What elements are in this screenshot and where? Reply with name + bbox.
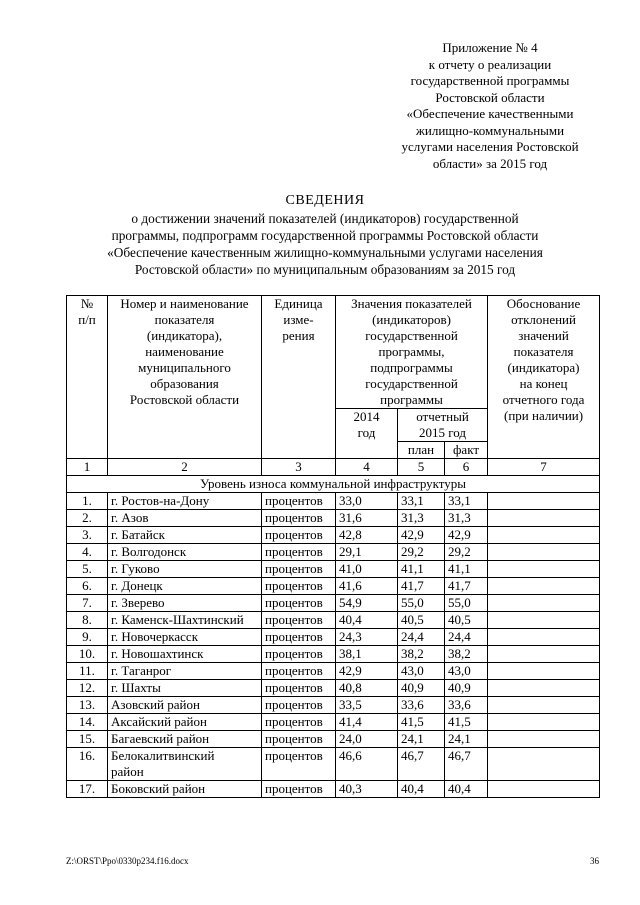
table-row (67, 510, 600, 527)
value-plan: 46,7 (398, 748, 445, 781)
value-plan: 40,9 (398, 680, 445, 697)
municipality-name: г. Новочеркасск (108, 629, 262, 646)
header-line: государственной (365, 376, 458, 391)
header-unit (262, 296, 336, 459)
header-line: (при наличии) (504, 408, 584, 423)
justification-cell (488, 544, 600, 561)
header-line: значений (518, 328, 569, 343)
justification-cell (488, 714, 600, 731)
row-number: 1. (67, 493, 108, 510)
header-line: показателя (513, 344, 574, 359)
municipality-name: Багаевский район (108, 731, 262, 748)
header-line: отчетного года (502, 392, 585, 407)
value-2014: 29,1 (336, 544, 398, 561)
justification-cell (488, 578, 600, 595)
justification-cell (488, 748, 600, 781)
justification-cell (488, 561, 600, 578)
value-2014: 41,0 (336, 561, 398, 578)
header-line: государственной (365, 328, 458, 343)
header-line: (индикатора) (507, 360, 580, 375)
row-number: 7. (67, 595, 108, 612)
value-plan: 24,4 (398, 629, 445, 646)
justification-cell (488, 781, 600, 798)
header-line: муниципального (138, 360, 231, 375)
unit-cell: процентов (262, 697, 336, 714)
value-plan: 24,1 (398, 731, 445, 748)
document-heading (60, 192, 590, 278)
appendix-line: «Обеспечение качественными (406, 106, 574, 121)
municipality-name: Аксайский район (108, 714, 262, 731)
value-fact: 24,1 (445, 731, 488, 748)
column-number: 1 (67, 459, 108, 476)
header-line: отчетный (416, 409, 469, 424)
table-row (67, 748, 600, 781)
table-row (67, 612, 600, 629)
header-line: Ростовской области (129, 392, 240, 407)
header-line: Единица (274, 296, 323, 311)
municipality-name: г. Новошахтинск (108, 646, 262, 663)
value-2014: 40,3 (336, 781, 398, 798)
municipality-name: Боковский район (108, 781, 262, 798)
table-row (67, 714, 600, 731)
justification-cell (488, 493, 600, 510)
unit-cell: процентов (262, 731, 336, 748)
page-footer (66, 856, 599, 866)
unit-cell: процентов (262, 629, 336, 646)
header-line: изме- (283, 312, 314, 327)
appendix-line: услугами населения Ростовской (401, 139, 579, 154)
municipality-name: г. Азов (108, 510, 262, 527)
header-plan: план (398, 442, 445, 459)
header-indicator-name (108, 296, 262, 459)
municipality-name: г. Зверево (108, 595, 262, 612)
row-number: 10. (67, 646, 108, 663)
value-2014: 33,5 (336, 697, 398, 714)
justification-cell (488, 527, 600, 544)
value-2014: 24,3 (336, 629, 398, 646)
justification-cell (488, 646, 600, 663)
justification-cell (488, 595, 600, 612)
justification-cell (488, 663, 600, 680)
municipality-name: г. Каменск-Шахтинский (108, 612, 262, 629)
row-number: 15. (67, 731, 108, 748)
municipality-name: г. Таганрог (108, 663, 262, 680)
value-fact: 29,2 (445, 544, 488, 561)
row-number: 17. (67, 781, 108, 798)
column-number: 2 (108, 459, 262, 476)
header-line: показателя (154, 312, 215, 327)
value-fact: 46,7 (445, 748, 488, 781)
value-2014: 42,8 (336, 527, 398, 544)
value-2014: 31,6 (336, 510, 398, 527)
header-line: Номер и наименование (120, 296, 249, 311)
page-number: 36 (590, 856, 599, 866)
value-fact: 33,1 (445, 493, 488, 510)
header-line: № (80, 296, 94, 311)
header-line: отклонений (511, 312, 576, 327)
column-numbers-row (67, 459, 600, 476)
header-line: Значения показателей (351, 296, 472, 311)
value-plan: 41,7 (398, 578, 445, 595)
appendix-line: к отчету о реализации (428, 56, 552, 72)
header-number (67, 296, 108, 459)
municipality-name: г. Донецк (108, 578, 262, 595)
heading-line: программы, подпрограмм государственной программы Ростовской области (111, 228, 539, 243)
justification-cell (488, 731, 600, 748)
value-2014: 24,0 (336, 731, 398, 748)
appendix-line: жилищно-коммунальными (415, 122, 565, 138)
unit-cell: процентов (262, 493, 336, 510)
row-number: 14. (67, 714, 108, 731)
justification-cell (488, 629, 600, 646)
value-plan: 55,0 (398, 595, 445, 612)
value-fact: 40,9 (445, 680, 488, 697)
row-number: 9. (67, 629, 108, 646)
header-line: наименование (145, 344, 224, 359)
header-line: п/п (78, 312, 96, 327)
justification-cell (488, 612, 600, 629)
header-line: 2015 год (419, 425, 467, 440)
municipality-name: Белокалитвинский район (108, 748, 262, 781)
header-year-2014 (336, 409, 398, 459)
table-row (67, 595, 600, 612)
row-number: 11. (67, 663, 108, 680)
appendix-line: государственной программы (410, 73, 570, 88)
unit-cell: процентов (262, 544, 336, 561)
value-fact: 42,9 (445, 527, 488, 544)
table-row (67, 493, 600, 510)
value-plan: 43,0 (398, 663, 445, 680)
value-fact: 41,7 (445, 578, 488, 595)
value-2014: 54,9 (336, 595, 398, 612)
value-plan: 42,9 (398, 527, 445, 544)
column-number: 3 (262, 459, 336, 476)
table-row (67, 680, 600, 697)
appendix-line: Ростовской области (435, 89, 545, 105)
table-row (67, 697, 600, 714)
unit-cell: процентов (262, 561, 336, 578)
table-row (67, 731, 600, 748)
header-line: (индикаторов) (372, 312, 451, 327)
municipality-name: г. Ростов-на-Дону (108, 493, 262, 510)
header-line: образования (150, 376, 219, 391)
municipality-name: г. Шахты (108, 680, 262, 697)
document-title: СВЕДЕНИЯ (285, 193, 365, 208)
header-line: рения (282, 328, 315, 343)
indicators-table (66, 295, 600, 798)
header-line: программы (380, 392, 443, 407)
unit-cell: процентов (262, 680, 336, 697)
value-plan: 41,1 (398, 561, 445, 578)
header-line: программы, (378, 344, 445, 359)
header-line: год (357, 425, 376, 440)
justification-cell (488, 510, 600, 527)
header-justification (488, 296, 600, 459)
row-number: 16. (67, 748, 108, 781)
justification-cell (488, 680, 600, 697)
column-number: 5 (398, 459, 445, 476)
value-2014: 40,4 (336, 612, 398, 629)
header-line: подпрограммы (370, 360, 453, 375)
value-fact: 38,2 (445, 646, 488, 663)
value-fact: 40,4 (445, 781, 488, 798)
appendix-line: области» за 2015 год (432, 155, 548, 171)
value-2014: 46,6 (336, 748, 398, 781)
justification-cell (488, 697, 600, 714)
value-2014: 40,8 (336, 680, 398, 697)
value-fact: 41,1 (445, 561, 488, 578)
unit-cell: процентов (262, 527, 336, 544)
value-plan: 41,5 (398, 714, 445, 731)
header-line: на конец (519, 376, 568, 391)
heading-line: о достижении значений показателей (индикаторов) государственной (131, 211, 519, 226)
header-reporting-2015 (398, 409, 488, 442)
row-number: 5. (67, 561, 108, 578)
municipality-name: Азовский район (108, 697, 262, 714)
value-fact: 33,6 (445, 697, 488, 714)
value-plan: 40,4 (398, 781, 445, 798)
unit-cell: процентов (262, 612, 336, 629)
unit-cell: процентов (262, 714, 336, 731)
value-plan: 38,2 (398, 646, 445, 663)
row-number: 8. (67, 612, 108, 629)
value-2014: 33,0 (336, 493, 398, 510)
unit-cell: процентов (262, 663, 336, 680)
value-2014: 41,4 (336, 714, 398, 731)
row-number: 2. (67, 510, 108, 527)
row-number: 4. (67, 544, 108, 561)
value-fact: 41,5 (445, 714, 488, 731)
unit-cell: процентов (262, 595, 336, 612)
header-values (336, 296, 488, 409)
municipality-name: г. Батайск (108, 527, 262, 544)
header-line: 2014 (353, 409, 380, 424)
table-row (67, 663, 600, 680)
value-2014: 38,1 (336, 646, 398, 663)
document-subtitle (60, 210, 590, 278)
unit-cell: процентов (262, 781, 336, 798)
value-plan: 40,5 (398, 612, 445, 629)
header-fact: факт (445, 442, 488, 459)
value-fact: 43,0 (445, 663, 488, 680)
table-row (67, 561, 600, 578)
row-number: 12. (67, 680, 108, 697)
table-row (67, 544, 600, 561)
row-number: 3. (67, 527, 108, 544)
municipality-name: г. Волгодонск (108, 544, 262, 561)
value-fact: 24,4 (445, 629, 488, 646)
table-row (67, 578, 600, 595)
unit-cell: процентов (262, 510, 336, 527)
appendix-line: Приложение № 4 (442, 40, 538, 55)
row-number: 6. (67, 578, 108, 595)
unit-cell: процентов (262, 646, 336, 663)
column-number: 7 (488, 459, 600, 476)
value-plan: 31,3 (398, 510, 445, 527)
value-fact: 40,5 (445, 612, 488, 629)
appendix-block (365, 40, 615, 172)
value-2014: 42,9 (336, 663, 398, 680)
value-plan: 33,1 (398, 493, 445, 510)
header-line: (индикатора), (146, 328, 223, 343)
column-number: 6 (445, 459, 488, 476)
heading-line: «Обеспечение качественным жилищно-коммунальными услугами населения (107, 245, 543, 260)
value-plan: 29,2 (398, 544, 445, 561)
unit-cell: процентов (262, 578, 336, 595)
unit-cell: процентов (262, 748, 336, 781)
section-row (67, 476, 600, 493)
value-plan: 33,6 (398, 697, 445, 714)
header-line: Обоснование (506, 296, 581, 311)
value-fact: 31,3 (445, 510, 488, 527)
value-2014: 41,6 (336, 578, 398, 595)
table-row (67, 646, 600, 663)
table-row (67, 527, 600, 544)
municipality-name: г. Гуково (108, 561, 262, 578)
row-number: 13. (67, 697, 108, 714)
value-fact: 55,0 (445, 595, 488, 612)
table-row (67, 781, 600, 798)
file-path: Z:\ORST\Ppo\0330p234.f16.docx (66, 856, 189, 866)
column-number: 4 (336, 459, 398, 476)
section-title: Уровень износа коммунальной инфраструктуры (67, 476, 600, 493)
heading-line: Ростовской области» по муниципальным образованиям за 2015 год (134, 262, 516, 277)
table-row (67, 629, 600, 646)
